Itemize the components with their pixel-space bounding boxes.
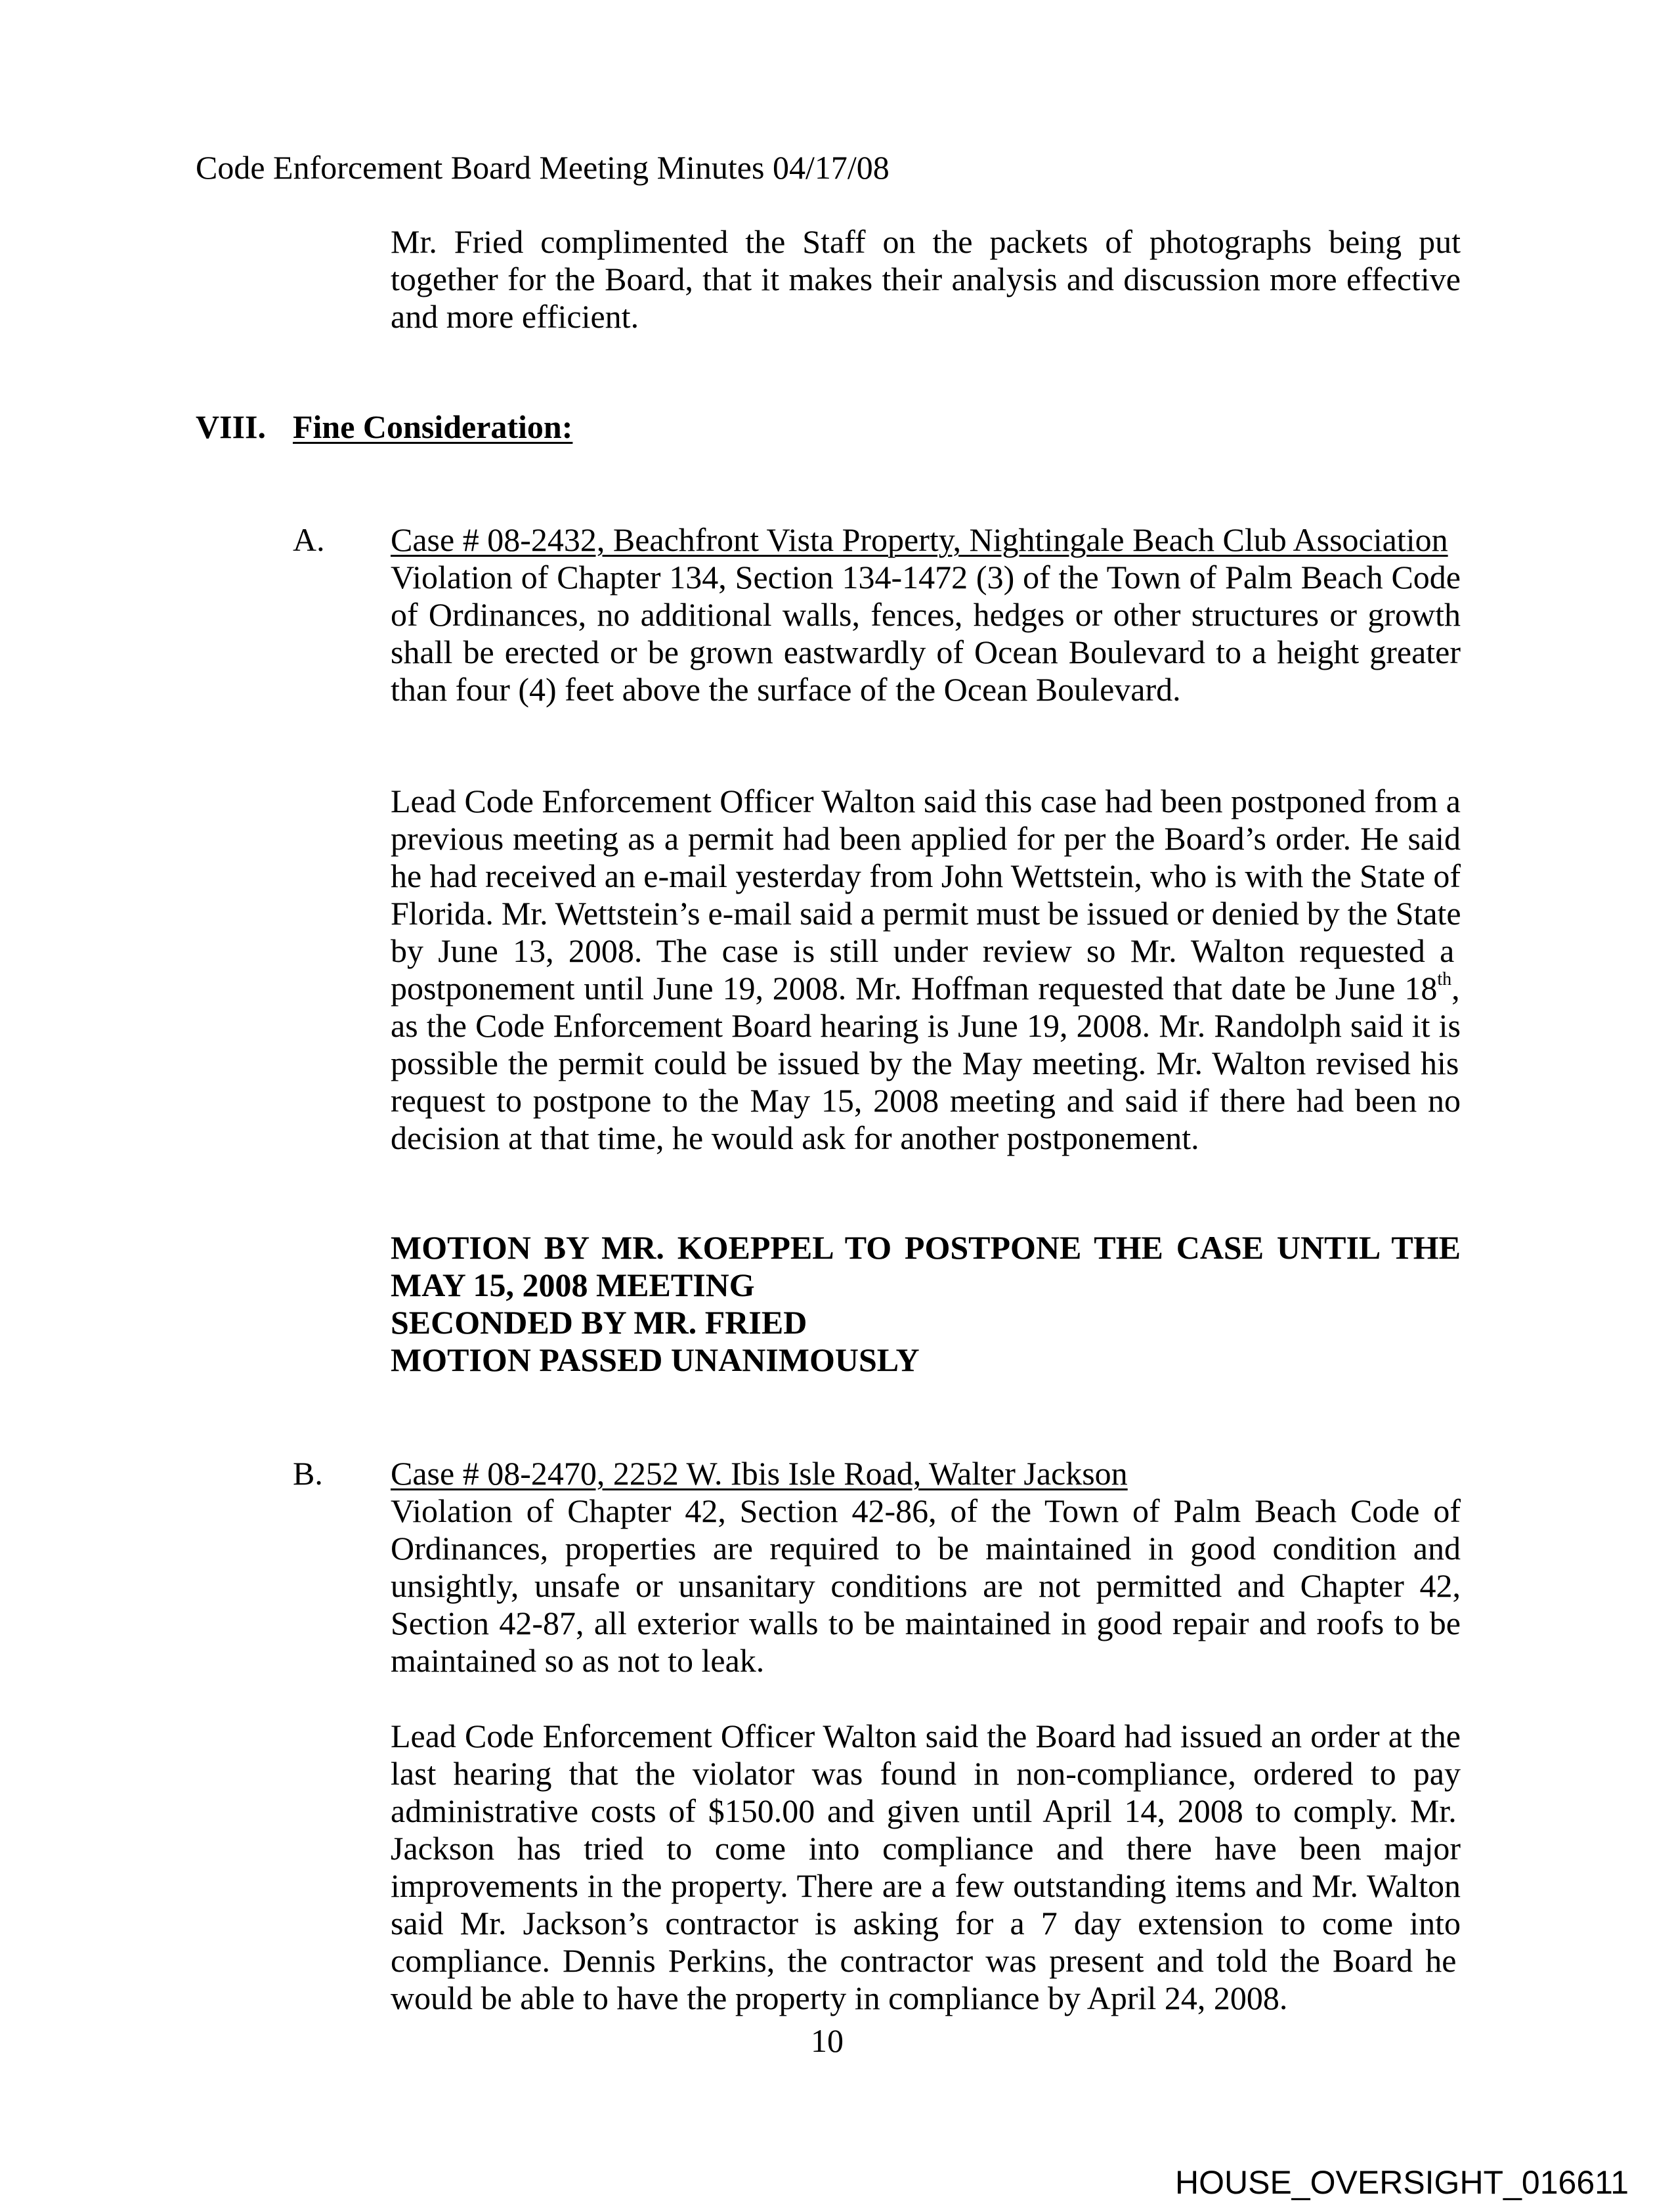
case-a-letter: A. [293, 521, 325, 558]
text-line [391, 634, 1461, 671]
text-line [391, 1567, 1461, 1605]
text-line [391, 223, 1461, 261]
text-segment: postponement until June 19, 2008. Mr. Hoffman requested that date be June 18 [391, 970, 1438, 1007]
text-line-content: Mr. Fried complimented the Staff on the packets of photographs being put [391, 223, 1461, 260]
text-line [391, 1830, 1461, 1867]
text-line [391, 1267, 1461, 1304]
text-line-content [391, 970, 1460, 1007]
text-line-content: administrative costs of $150.00 and given until April 14, 2008 to comply. Mr. [391, 1792, 1457, 1829]
text-line [391, 1119, 1461, 1157]
text-line-content: decision at that time, he would ask for another postponement. [391, 1119, 1199, 1156]
text-line [391, 1492, 1461, 1530]
text-line [391, 1045, 1461, 1082]
text-line [391, 1642, 1461, 1680]
text-line-content: SECONDED BY MR. FRIED [391, 1304, 807, 1341]
superscript: th [1437, 969, 1452, 989]
text-line [391, 671, 1461, 708]
text-line [391, 1718, 1461, 1755]
case-a-violation [391, 559, 1461, 708]
text-line [391, 1304, 1461, 1341]
text-line-content: MAY 15, 2008 MEETING [391, 1267, 755, 1303]
text-line-content: Section 42-87, all exterior walls to be maintained in good repair and roofs to be [391, 1605, 1461, 1641]
text-line [391, 1229, 1461, 1267]
text-line-content: would be able to have the property in compliance by April 24, 2008. [391, 1980, 1288, 2016]
text-line-content: possible the permit could be issued by the May meeting. Mr. Walton revised his [391, 1045, 1459, 1081]
text-line-content: request to postpone to the May 15, 2008 meeting and said if there had been no [391, 1082, 1461, 1119]
text-line [391, 261, 1461, 298]
text-line-content: Lead Code Enforcement Officer Walton said this case had been postponed from a [391, 783, 1461, 819]
text-line-content: Jackson has tried to come into compliance and there have been major [391, 1830, 1461, 1867]
text-line-content: together for the Board, that it makes their analysis and discussion more effective [391, 261, 1461, 297]
text-line [391, 1341, 1461, 1379]
text-line [391, 783, 1461, 820]
text-line-content: Lead Code Enforcement Officer Walton said the Board had issued an order at the [391, 1718, 1461, 1754]
text-line-content: said Mr. Jackson’s contractor is asking for a 7 day extension to come into [391, 1905, 1461, 1941]
text-line-content: MOTION BY MR. KOEPPEL TO POSTPONE THE CASE UNTIL THE [391, 1229, 1461, 1266]
text-line-content: previous meeting as a permit had been applied for per the Board’s order. He said [391, 820, 1461, 857]
case-b-violation [391, 1492, 1461, 1680]
text-line [391, 1905, 1461, 1942]
text-line-content: as the Code Enforcement Board hearing is June 19, 2008. Mr. Randolph said it is [391, 1007, 1461, 1044]
text-line [391, 970, 1461, 1007]
case-b-title: Case # 08-2470, 2252 W. Ibis Isle Road, Walter Jackson [391, 1455, 1128, 1492]
text-line [391, 1007, 1461, 1045]
text-line [391, 1530, 1461, 1567]
text-line [391, 895, 1461, 932]
text-line-content: Violation of Chapter 134, Section 134-1472 (3) of the Town of Palm Beach Code [391, 559, 1461, 596]
text-line-content: of Ordinances, no additional walls, fences, hedges or other structures or growth [391, 596, 1461, 633]
section-number: VIII. [196, 408, 266, 445]
text-line-content: unsightly, unsafe or unsanitary conditions are not permitted and Chapter 42, [391, 1567, 1461, 1604]
text-line [391, 559, 1461, 596]
intro-paragraph [391, 223, 1461, 336]
document-header: Code Enforcement Board Meeting Minutes 04/17/08 [196, 149, 890, 186]
section-title: Fine Consideration: [293, 408, 573, 445]
text-line [391, 857, 1461, 895]
text-line [391, 1605, 1461, 1642]
page-number: 10 [811, 2022, 844, 2059]
text-line-content: Florida. Mr. Wettstein’s e-mail said a permit must be issued or denied by the State [391, 895, 1461, 932]
text-line [391, 1942, 1461, 1980]
text-line [391, 820, 1461, 857]
text-line-content: Violation of Chapter 42, Section 42-86, of the Town of Palm Beach Code of [391, 1492, 1461, 1529]
text-line-content: improvements in the property. There are a few outstanding items and Mr. Walton [391, 1867, 1461, 1904]
text-line [391, 932, 1461, 970]
case-b-letter: B. [293, 1455, 323, 1492]
text-line-content: Ordinances, properties are required to be maintained in good condition and [391, 1530, 1461, 1567]
case-b-discussion [391, 1718, 1461, 2017]
case-a-title: Case # 08-2432, Beachfront Vista Property, Nightingale Beach Club Association [391, 521, 1448, 558]
text-line-content: compliance. Dennis Perkins, the contractor was present and told the Board he [391, 1942, 1457, 1979]
text-line [391, 1755, 1461, 1792]
bates-number: HOUSE_OVERSIGHT_016611 [1175, 2164, 1629, 2201]
text-line [391, 1082, 1461, 1119]
text-line-content: and more efficient. [391, 298, 639, 335]
text-line [391, 1792, 1461, 1830]
text-line [391, 596, 1461, 634]
text-line-content: maintained so as not to leak. [391, 1642, 765, 1679]
case-a-discussion [391, 783, 1461, 1157]
text-line [391, 298, 1461, 336]
text-line-content: he had received an e-mail yesterday from John Wettstein, who is with the State of [391, 857, 1461, 894]
text-line-content: last hearing that the violator was found in non-compliance, ordered to pay [391, 1755, 1461, 1792]
text-line-content: MOTION PASSED UNANIMOUSLY [391, 1341, 920, 1378]
text-segment: , [1451, 970, 1460, 1007]
case-a-motion [391, 1229, 1461, 1379]
text-line-content: than four (4) feet above the surface of the Ocean Boulevard. [391, 671, 1181, 708]
text-line [391, 1980, 1461, 2017]
text-line-content: shall be erected or be grown eastwardly of Ocean Boulevard to a height greater [391, 634, 1461, 670]
text-line-content: by June 13, 2008. The case is still under review so Mr. Walton requested a [391, 932, 1455, 969]
text-line [391, 1867, 1461, 1905]
